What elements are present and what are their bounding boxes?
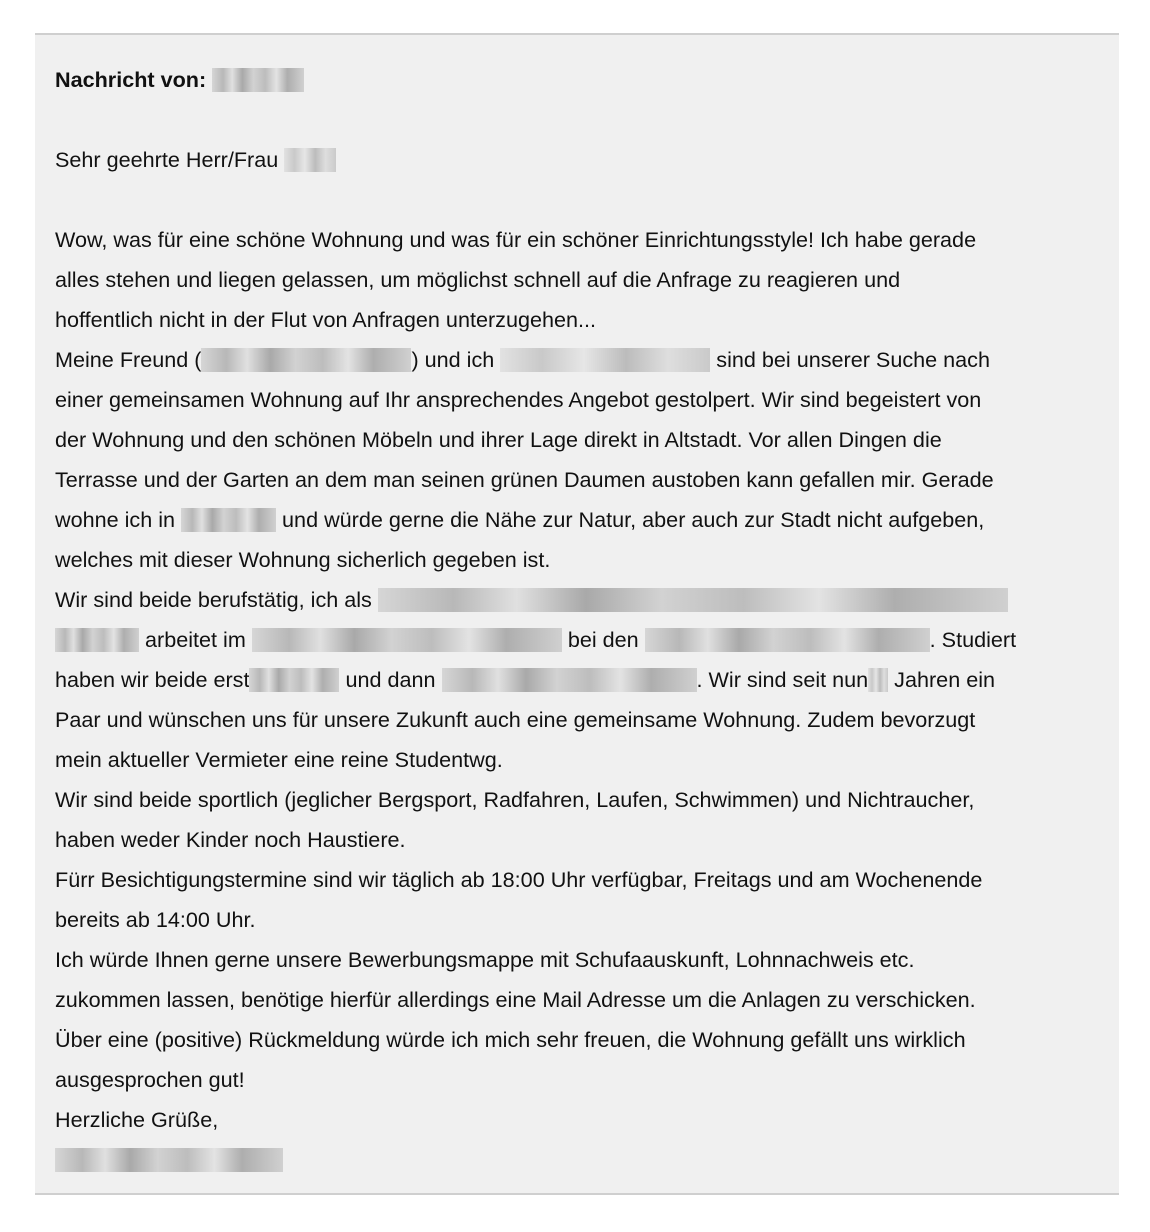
body-line: Fürr Besichtigungstermine sind wir täglich ab 18:00 Uhr verfügbar, Freitags und am Wochenende	[55, 867, 983, 892]
body-line	[55, 340, 1099, 380]
message-panel	[35, 33, 1119, 1195]
redacted-years	[868, 668, 888, 692]
salutation-text: Sehr geehrte Herr/Frau	[55, 147, 279, 172]
body-line: mein aktueller Vermieter eine reine Studentwg.	[55, 747, 503, 772]
body-text: Jahren ein	[894, 667, 996, 692]
body-text: . Wir sind seit nun	[696, 667, 869, 692]
redacted-occupation-continued	[55, 628, 139, 652]
body-text: wohne ich in	[55, 507, 176, 532]
message-header	[55, 60, 1099, 100]
signature-line	[55, 1140, 1099, 1180]
spacer	[55, 180, 1099, 220]
body-line: Terrasse und der Garten an dem man seinen grünen Daumen austoben kann gefallen mir. Gerade	[55, 467, 994, 492]
body-line	[55, 500, 1099, 540]
body-line: zukommen lassen, benötige hierfür allerdings eine Mail Adresse um die Anlagen zu verschicken.	[55, 987, 976, 1012]
body-line: der Wohnung und den schönen Möbeln und ihrer Lage direkt in Altstadt. Vor allen Dingen die	[55, 427, 942, 452]
redacted-sender-name	[212, 68, 304, 92]
body-line: einer gemeinsamen Wohnung auf Ihr ansprechendes Angebot gestolpert. Wir sind begeistert von	[55, 387, 982, 412]
body-text: und dann	[345, 667, 436, 692]
redacted-occupation	[378, 588, 1008, 612]
body-text: sind bei unserer Suche nach	[716, 347, 990, 372]
redacted-own-name	[500, 348, 710, 372]
body-text: Meine Freund (	[55, 347, 202, 372]
body-text: bei den	[567, 627, 639, 652]
redacted-recipient-name	[284, 148, 336, 172]
body-line: hoffentlich nicht in der Flut von Anfragen unterzugehen...	[55, 307, 597, 332]
redacted-study-place-1	[249, 668, 339, 692]
body-line: Paar und wünschen uns für unsere Zukunft auch eine gemeinsame Wohnung. Zudem bevorzugt	[55, 707, 976, 732]
body-line: Über eine (positive) Rückmeldung würde ich mich sehr freuen, die Wohnung gefällt uns wirklich	[55, 1027, 966, 1052]
redacted-organization	[645, 628, 930, 652]
body-line: bereits ab 14:00 Uhr.	[55, 907, 256, 932]
closing-line: Herzliche Grüße,	[55, 1107, 219, 1132]
body-text: Wir sind beide berufstätig, ich als	[55, 587, 372, 612]
body-line: haben weder Kinder noch Haustiere.	[55, 827, 406, 852]
spacer	[55, 100, 1099, 140]
redacted-signature	[55, 1148, 283, 1172]
body-line	[55, 620, 1099, 660]
body-line: alles stehen und liegen gelassen, um möglichst schnell auf die Anfrage zu reagieren und	[55, 267, 901, 292]
body-text: ) und ich	[411, 347, 495, 372]
body-text: und würde gerne die Nähe zur Natur, aber auch zur Stadt nicht aufgeben,	[282, 507, 985, 532]
body-line: Wir sind beide sportlich (jeglicher Bergsport, Radfahren, Laufen, Schwimmen) und Nichtraucher,	[55, 787, 975, 812]
body-text: . Studiert	[929, 627, 1017, 652]
body-line	[55, 660, 1099, 700]
body-text: haben wir beide erst	[55, 667, 250, 692]
redacted-location	[181, 508, 276, 532]
redacted-study-place-2	[442, 668, 697, 692]
body-line: welches mit dieser Wohnung sicherlich gegeben ist.	[55, 547, 551, 572]
redacted-partner-name	[201, 348, 411, 372]
body-line: Wow, was für eine schöne Wohnung und was für ein schöner Einrichtungsstyle! Ich habe gerade	[55, 227, 977, 252]
redacted-employer	[252, 628, 562, 652]
body-line: ausgesprochen gut!	[55, 1067, 245, 1092]
body-line: Ich würde Ihnen gerne unsere Bewerbungsmappe mit Schufaauskunft, Lohnnachweis etc.	[55, 947, 915, 972]
body-line	[55, 580, 1099, 620]
body-text: arbeitet im	[145, 627, 246, 652]
salutation-line	[55, 140, 1099, 180]
sender-label: Nachricht von:	[55, 67, 207, 92]
